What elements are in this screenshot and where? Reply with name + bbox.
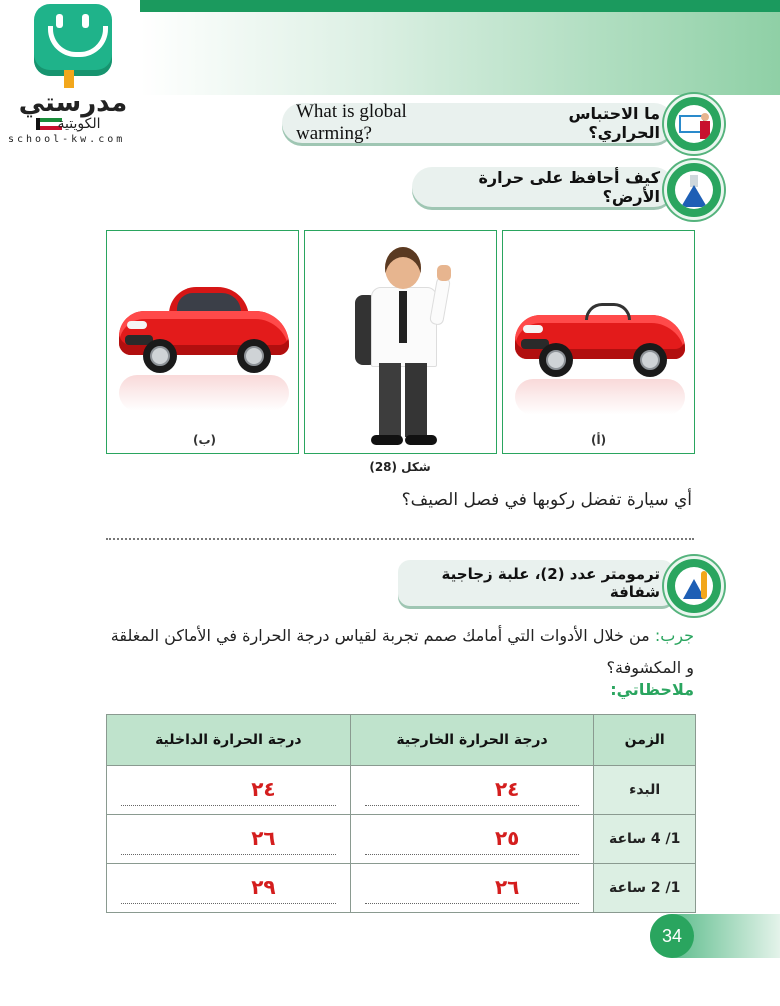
table-header-row: [107, 715, 696, 766]
flask-icon: [675, 171, 713, 209]
header-title-ar: كيف أحافظ على حرارة الأرض؟: [478, 168, 660, 206]
logo-subtitle: الكويتية: [57, 116, 101, 132]
inside-value: ٢٦: [251, 826, 276, 850]
teacher-board-badge: [664, 94, 724, 154]
section-header-global-warming: [282, 103, 674, 143]
figure-label-b: (ب): [193, 433, 217, 447]
logo-pencil-icon: [64, 70, 74, 88]
outside-cell[interactable]: [350, 815, 594, 864]
header-time: الزمن: [594, 715, 696, 766]
header-title-en: What is global warming?: [296, 101, 407, 144]
experiment-lead: جرب:: [654, 626, 694, 645]
inside-cell[interactable]: [107, 864, 351, 913]
outside-cell[interactable]: [350, 864, 594, 913]
page-number: 34: [650, 914, 694, 958]
flask-badge: [664, 160, 724, 220]
inside-cell[interactable]: [107, 815, 351, 864]
observations-table: [106, 714, 696, 913]
header-title-ar: ما الاحتباس الحراري؟: [568, 104, 660, 142]
outside-value: ٢٥: [494, 826, 520, 850]
logo-name: مدرستي: [18, 88, 128, 118]
teacher-board-icon: [675, 105, 713, 143]
question-text: أي سيارة تفضل ركوبها في فصل الصيف؟: [401, 490, 692, 510]
inside-value: ٢٩: [251, 875, 276, 899]
figure-panel-b: [106, 230, 299, 454]
inside-value: ٢٤: [251, 777, 276, 801]
figure-panel-middle: [304, 230, 497, 454]
header-outside-temp: درجة الحرارة الخارجية: [350, 715, 594, 766]
outside-value: ٢٤: [494, 777, 520, 801]
outside-value: ٢٦: [494, 875, 520, 899]
figure-label-a: (أ): [591, 433, 607, 447]
table-row: [107, 864, 696, 913]
header-inside-temp: درجة الحرارة الداخلية: [107, 715, 351, 766]
time-cell: 1/ 4 ساعة: [594, 815, 696, 864]
divider: [106, 538, 694, 540]
logo-mark-icon: [34, 4, 112, 76]
experiment-text: من خلال الأدوات التي أمامك صمم تجربة لقياس درجة الحرارة في الأماكن المغلقة و المكشوفة؟: [110, 626, 694, 677]
section-header-tools: [398, 560, 674, 606]
figure-caption: شكل (28): [369, 460, 431, 474]
lab-tools-icon: [675, 567, 713, 605]
outside-cell[interactable]: [350, 766, 594, 815]
lab-badge: [664, 556, 724, 616]
table-row: [107, 815, 696, 864]
experiment-paragraph: [106, 620, 694, 684]
header-title-ar: ترمومتر عدد (2)، علبة زجاجية شفافة: [441, 565, 660, 601]
section-header-earth-temperature: [412, 167, 674, 207]
observations-label: ملاحظاتي:: [610, 680, 694, 699]
time-cell: البدء: [594, 766, 696, 815]
figure-panel-a: [502, 230, 695, 454]
logo-smile-icon: [48, 26, 108, 57]
site-logo[interactable]: [8, 4, 144, 154]
table-row: [107, 766, 696, 815]
inside-cell[interactable]: [107, 766, 351, 815]
logo-url: school-kw.com: [8, 134, 126, 145]
time-cell: 1/ 2 ساعة: [594, 864, 696, 913]
